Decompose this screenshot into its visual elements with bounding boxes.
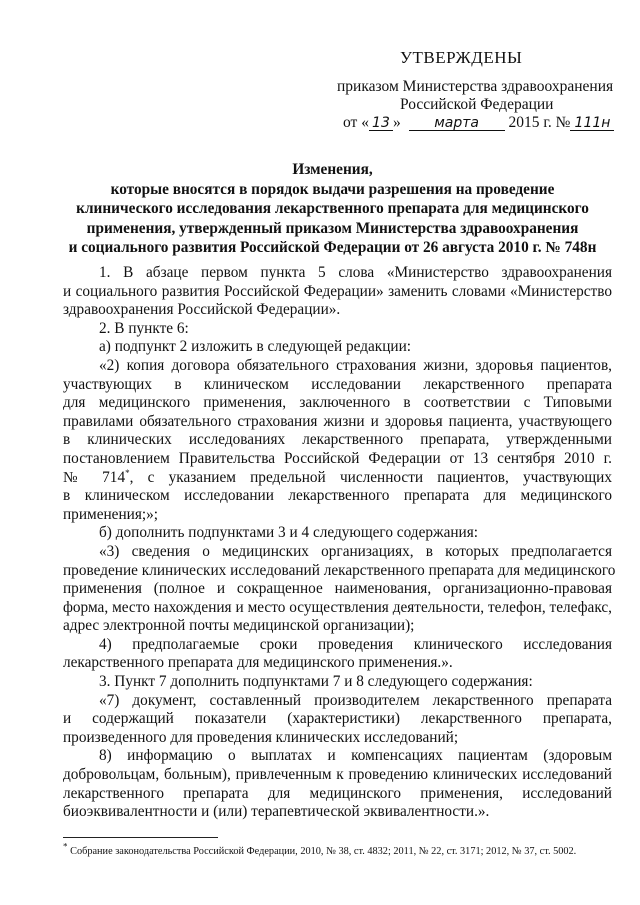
paragraph-2 — [63, 320, 612, 339]
paragraph-4 — [63, 357, 612, 524]
date-year: 2015 г. № — [508, 114, 571, 131]
document-heading — [40, 160, 625, 258]
handwritten-day: 13 — [369, 116, 393, 131]
footnote-text: Собрание законодательства Российской Федерации, 2010, № 38, ст. 4832; 2011, № 22, ст. 3171; 2012, № 37, ст. 5002. — [67, 846, 577, 857]
text-line: лекарственного препарата для медицинского применения.». — [63, 654, 453, 672]
text-line: проведение клинических исследований лекарственного препарата для медицинского — [63, 561, 616, 579]
paragraph-7 — [63, 636, 612, 673]
text-line: форма, место нахождения и место осуществления деятельности, телефон, телефакс, — [63, 598, 612, 616]
text-line: 2. В пункте 6: — [99, 319, 189, 337]
text-line: участвующих в клиническом исследовании лекарственного препарата — [63, 375, 612, 393]
text-line: правилами обязательного страхования жизни и здоровья пациента, участвующего — [63, 412, 612, 430]
paragraph-5 — [63, 524, 612, 543]
approval-title: УТВЕРЖДЕНЫ — [400, 48, 523, 67]
approval-line-2: Российской Федерации — [400, 96, 554, 113]
heading-line: которые вносятся в порядок выдачи разрешения на проведение — [110, 180, 555, 198]
footnote-ref: * — [125, 467, 130, 478]
text-line: произведенного для проведения клинических исследований; — [63, 728, 459, 746]
text-line: и содержащий показатели (характеристики) лекарственного препарата, — [63, 710, 612, 728]
heading-line: применения, утвержденный приказом Министерства здравоохранения — [86, 219, 579, 237]
text-line: биоэквивалентности и (или) терапевтической эквивалентности.». — [63, 803, 490, 821]
document-body — [63, 264, 616, 822]
paragraph-6 — [63, 542, 616, 636]
paragraph-10 — [63, 747, 612, 821]
text-line — [63, 469, 612, 488]
text-line: применения (полное и сокращенное наименования, организационно-правовая — [63, 580, 612, 598]
approval-line-1: приказом Министерства здравоохранения — [337, 78, 614, 95]
text-line: для медицинского применения, заключенного в соответствии с Типовыми — [63, 394, 612, 412]
paragraph-8 — [63, 673, 612, 692]
text-line: в клинических исследованиях лекарственного препарата, утвержденными — [63, 431, 612, 449]
text-line: а) подпункт 2 изложить в следующей редакции: — [99, 338, 412, 356]
text-line: 1. В абзаце первом пункта 5 слова «Министерство здравоохранения — [99, 264, 612, 281]
text-line: и социального развития Российской Федерации» заменить словами «Министерство — [63, 282, 612, 300]
text-line: в клиническом исследовании лекарственного препарата для медицинского — [63, 487, 612, 505]
text-line: лекарственного препарата для медицинского применения, исследований — [63, 784, 612, 802]
paragraph-1 — [63, 264, 612, 320]
text-line: «3) сведения о медицинских организациях, в которых предполагается — [99, 542, 612, 560]
handwritten-number: 111н — [570, 116, 614, 131]
paragraph-9 — [63, 692, 612, 748]
text-line: применения;»; — [63, 505, 159, 523]
footnote-divider — [63, 837, 218, 838]
decree-number: № 714 — [63, 468, 126, 486]
footnote — [63, 841, 577, 857]
paragraph-3 — [63, 338, 612, 357]
text-line: 8) информацию о выплатах и компенсациях пациентам (здоровым — [99, 747, 612, 765]
heading-line: и социального развития Российской Федерации от 26 августа 2010 г. № 748н — [68, 239, 597, 256]
heading-line: клинического исследования лекарственного препарата для медицинского — [76, 200, 589, 217]
handwritten-month: марта — [409, 116, 505, 131]
date-mid: » — [392, 114, 401, 131]
text-line: адрес электронной почты медицинской организации); — [63, 617, 415, 635]
date-prefix: от « — [343, 114, 369, 131]
text-line: «2) копия договора обязательного страхования жизни, здоровья пациентов, — [99, 356, 612, 374]
text-line: 4) предполагаемые сроки проведения клинического исследования — [99, 635, 612, 653]
heading-line: Изменения, — [292, 161, 373, 178]
text-line: добровольцам, больным), привлеченным к проведению клинических исследований — [63, 766, 612, 784]
text-line: здравоохранения Российской Федерации». — [63, 301, 341, 319]
approval-date-line — [343, 114, 614, 132]
footnote-mark: * — [63, 841, 68, 852]
text-fragment: , с указанием предельной численности пациентов, участвующих — [129, 468, 612, 486]
text-line: постановлением Правительства Российской Федерации от 13 сентября 2010 г. — [63, 449, 612, 467]
text-line: «7) документ, составленный производителем лекарственного препарата — [99, 691, 612, 709]
text-line: б) дополнить подпунктами 3 и 4 следующего содержания: — [99, 524, 479, 542]
text-line: 3. Пункт 7 дополнить подпунктами 7 и 8 следующего содержания: — [99, 673, 533, 691]
